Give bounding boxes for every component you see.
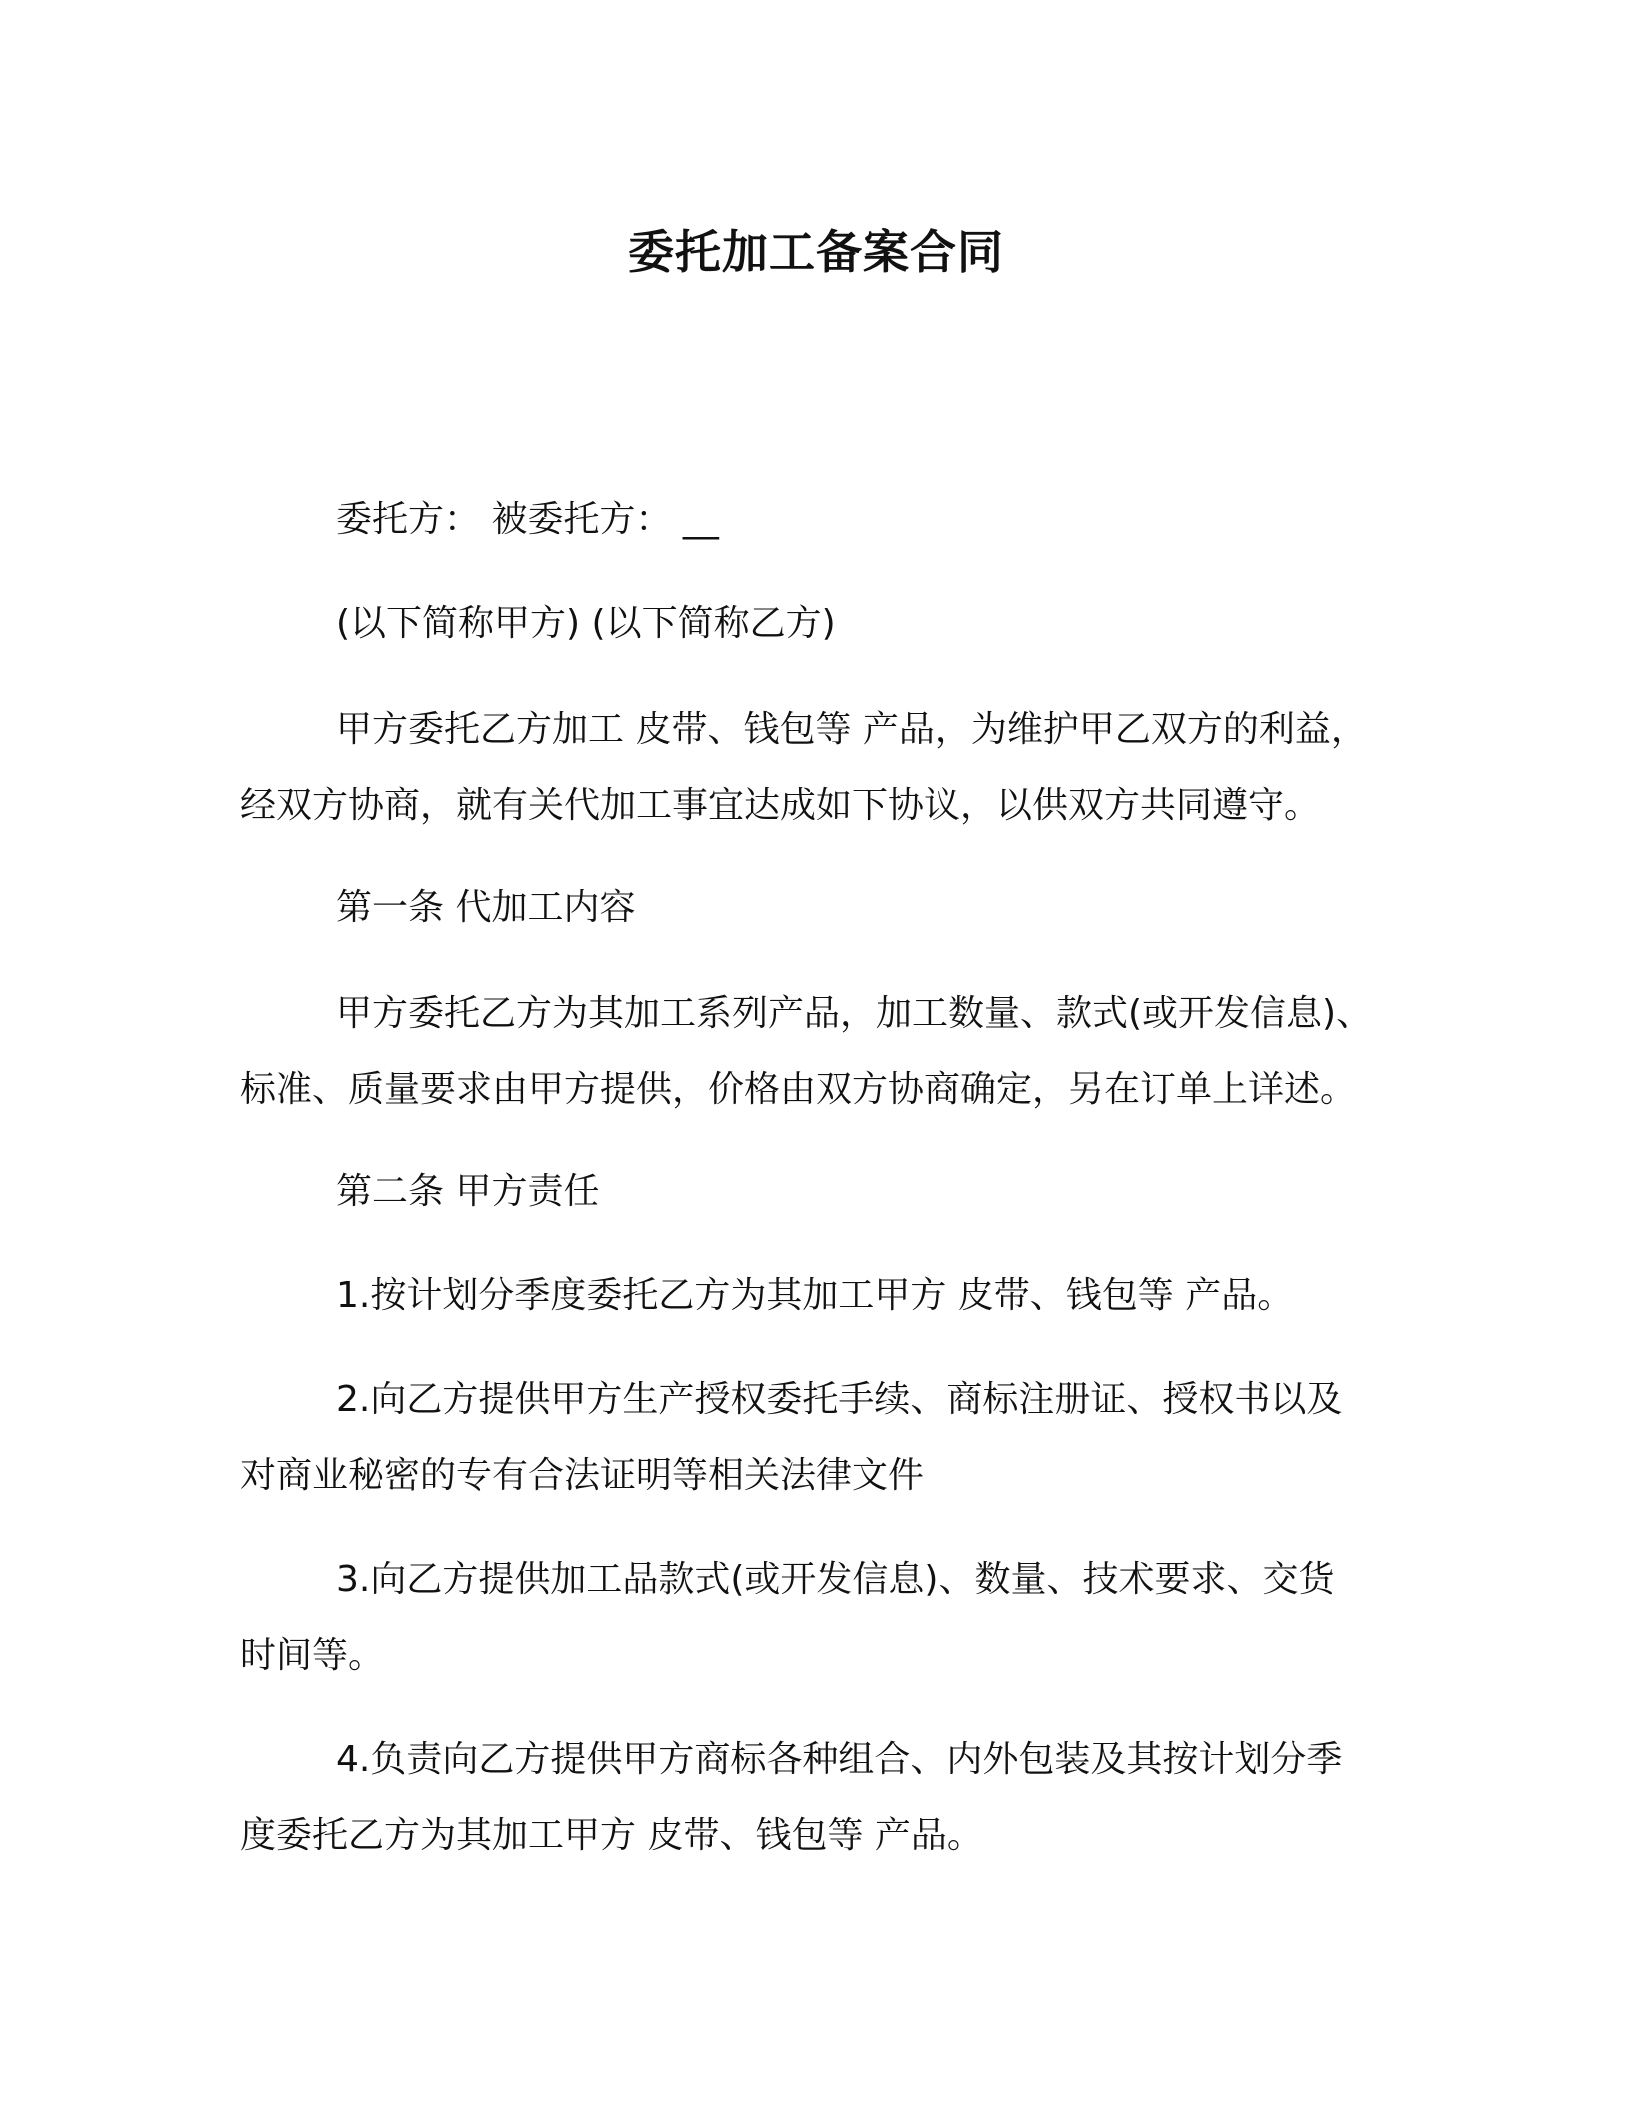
abbreviation-line bbox=[240, 586, 1390, 662]
article-2-item-3 bbox=[240, 1542, 1390, 1694]
article-2-item-4 bbox=[240, 1722, 1390, 1874]
paragraph-line: 经双方协商，就有关代加工事宜达成如下协议，以供双方共同遵守。 bbox=[240, 785, 1321, 826]
article-2-item-1 bbox=[240, 1258, 1390, 1334]
party-line bbox=[240, 482, 1390, 558]
paragraph-line: 第一条 代加工内容 bbox=[336, 887, 636, 928]
paragraph-line: 3.向乙方提供加工品款式(或开发信息)、数量、技术要求、交货 bbox=[336, 1559, 1335, 1600]
paragraph-line: 2.向乙方提供甲方生产授权委托手续、商标注册证、授权书以及 bbox=[336, 1379, 1343, 1420]
paragraph-line: (以下简称甲方) (以下简称乙方) bbox=[336, 603, 836, 644]
paragraph-line: 委托方： 被委托方： __ bbox=[336, 499, 719, 540]
paragraph-line: 4.负责向乙方提供甲方商标各种组合、内外包装及其按计划分季 bbox=[336, 1739, 1343, 1780]
paragraph-line: 甲方委托乙方为其加工系列产品，加工数量、款式(或开发信息)、 bbox=[336, 993, 1373, 1034]
paragraph-line: 1.按计划分季度委托乙方为其加工甲方 皮带、钱包等 产品。 bbox=[336, 1275, 1294, 1316]
document-title: 委托加工备案合同 bbox=[628, 225, 1004, 279]
paragraph-line: 标准、质量要求由甲方提供，价格由双方协商确定，另在订单上详述。 bbox=[240, 1069, 1357, 1110]
intro-paragraph bbox=[240, 692, 1390, 844]
article-1-body bbox=[240, 976, 1390, 1128]
paragraph-line: 时间等。 bbox=[240, 1635, 385, 1676]
paragraph-line: 甲方委托乙方加工 皮带、钱包等 产品，为维护甲乙双方的利益， bbox=[336, 709, 1367, 750]
article-2-heading bbox=[240, 1154, 1390, 1230]
paragraph-line: 第二条 甲方责任 bbox=[336, 1171, 600, 1212]
article-2-item-2 bbox=[240, 1362, 1390, 1514]
paragraph-line: 度委托乙方为其加工甲方 皮带、钱包等 产品。 bbox=[240, 1815, 983, 1856]
article-1-heading bbox=[240, 870, 1390, 946]
paragraph-line: 对商业秘密的专有合法证明等相关法律文件 bbox=[240, 1455, 925, 1496]
